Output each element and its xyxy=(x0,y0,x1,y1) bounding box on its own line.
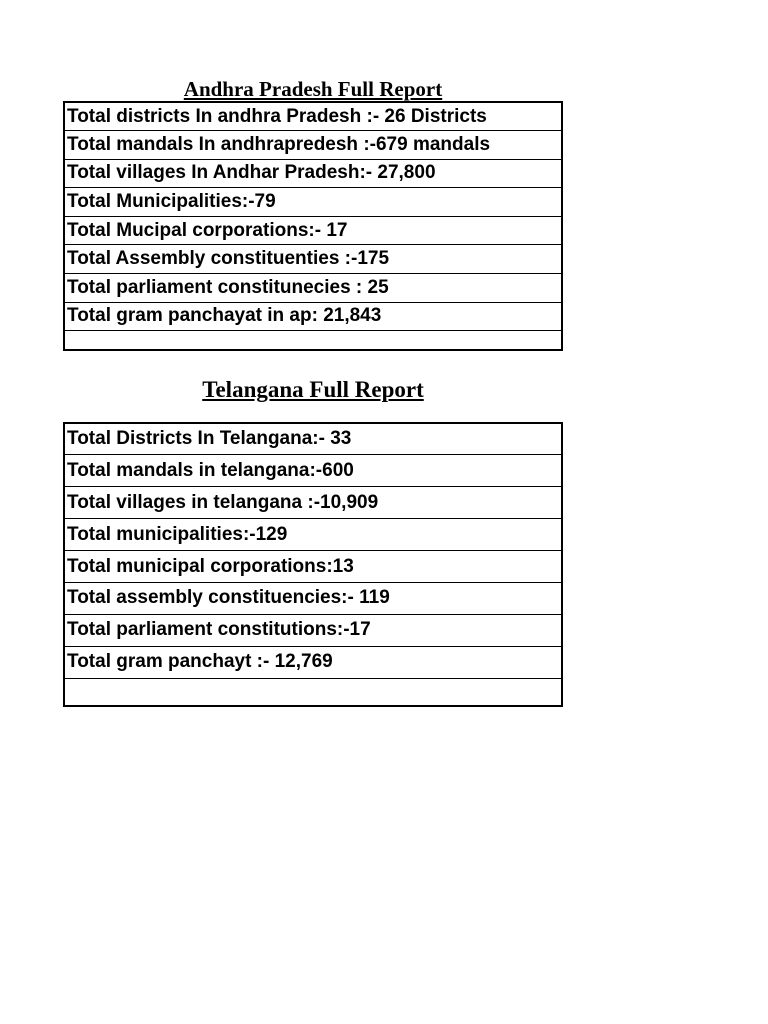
table-cell: Total villages in telangana :-10,909 xyxy=(64,487,562,519)
table-cell: Total Municipalities:-79 xyxy=(64,188,562,217)
table-row xyxy=(64,216,562,245)
table-cell: Total Assembly constituenties :-175 xyxy=(64,245,562,274)
table-cell: Total parliament constitutions:-17 xyxy=(64,614,562,646)
andhra-pradesh-report-title: Andhra Pradesh Full Report xyxy=(183,77,443,101)
table-cell: Total villages In Andhar Pradesh:- 27,800 xyxy=(64,159,562,188)
table-row xyxy=(64,646,562,678)
table-row xyxy=(64,614,562,646)
table-row xyxy=(64,159,562,188)
table-row xyxy=(64,551,562,583)
table-row xyxy=(64,423,562,455)
table-cell: Total assembly constituencies:- 119 xyxy=(64,582,562,614)
table-row xyxy=(64,245,562,274)
table-cell xyxy=(64,331,562,350)
table-row xyxy=(64,582,562,614)
table-cell: Total mandals in telangana:-600 xyxy=(64,455,562,487)
table-row xyxy=(64,302,562,331)
table-cell: Total Mucipal corporations:- 17 xyxy=(64,216,562,245)
table-cell xyxy=(64,678,562,706)
table-row xyxy=(64,274,562,303)
table-cell: Total gram panchayat in ap: 21,843 xyxy=(64,302,562,331)
table-row xyxy=(64,102,562,131)
andhra-pradesh-report-table xyxy=(63,101,563,351)
table-cell: Total municipalities:-129 xyxy=(64,519,562,551)
empty-table-row xyxy=(64,331,562,350)
table-row xyxy=(64,519,562,551)
telangana-report-table xyxy=(63,422,563,707)
table-cell: Total mandals In andhrapredesh :-679 mandals xyxy=(64,131,562,160)
table-cell: Total municipal corporations:13 xyxy=(64,551,562,583)
table-row xyxy=(64,487,562,519)
table-cell: Total parliament constitunecies : 25 xyxy=(64,274,562,303)
table-row xyxy=(64,455,562,487)
telangana-report-title: Telangana Full Report xyxy=(202,377,424,402)
table-cell: Total gram panchayt :- 12,769 xyxy=(64,646,562,678)
empty-table-row xyxy=(64,678,562,706)
table-cell: Total Districts In Telangana:- 33 xyxy=(67,428,352,450)
table-row xyxy=(64,188,562,217)
table-cell: Total districts In andhra Pradesh :- 26 Districts xyxy=(67,105,487,127)
table-row xyxy=(64,131,562,160)
